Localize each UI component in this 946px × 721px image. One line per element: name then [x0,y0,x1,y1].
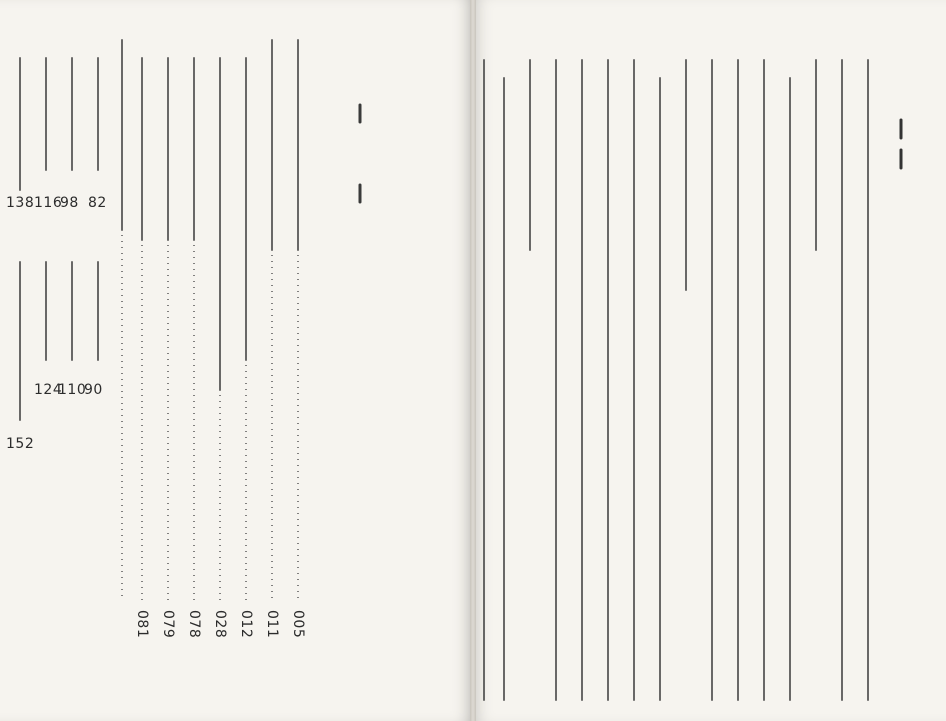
toc-page-number: 90 [84,382,103,398]
toc-page-number: 124 [34,382,63,398]
toc-page-number: 078 [186,610,202,639]
preface-page [476,0,946,721]
toc-page-number: 110 [58,382,87,398]
toc-page [0,0,470,721]
toc-page-number: 028 [212,610,228,639]
toc-page-number: 98 [60,195,79,211]
toc-page-number: 081 [134,610,150,639]
toc-page-number: 079 [160,610,176,639]
toc-page-number: 005 [290,610,306,639]
toc-page-number: 152 [6,436,35,452]
toc-page-number: 012 [238,610,254,639]
toc-page-number: 138 [6,195,35,211]
preface-text-columns [476,0,946,721]
toc-page-number: 011 [264,610,280,639]
toc-page-number: 116 [34,195,63,211]
toc-page-number: 82 [88,195,107,211]
toc-text-columns [0,0,470,721]
